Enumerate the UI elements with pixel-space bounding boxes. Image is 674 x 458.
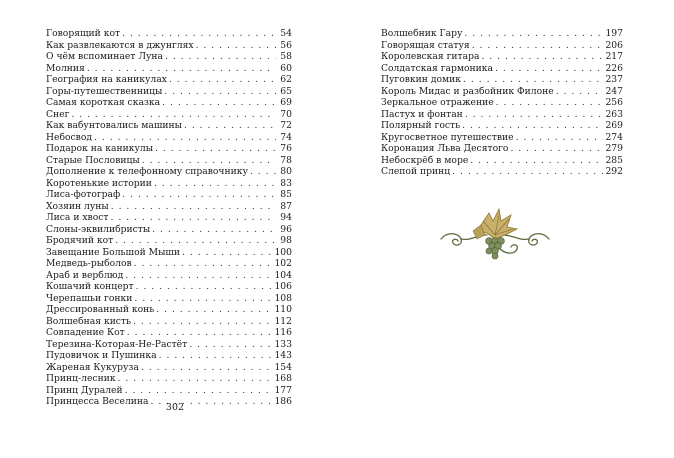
toc-entry-title: Волшебник Гару xyxy=(381,28,463,39)
toc-entry-title: Кошачий концерт xyxy=(46,281,134,292)
toc-entry-title: Завещание Большой Мыши xyxy=(46,246,181,258)
toc-entry-title: Терезина-Которая-Не-Растёт xyxy=(46,338,188,350)
toc-entry xyxy=(381,74,623,86)
toc-entry-page: 226 xyxy=(605,62,623,74)
toc-entry-title: Король Мидас и разбойник Филоне xyxy=(381,85,554,97)
toc-entry-page: 256 xyxy=(605,97,623,108)
dot-leader xyxy=(94,132,276,144)
toc-entry-page: 87 xyxy=(280,200,292,212)
dot-leader xyxy=(142,155,276,167)
toc-entry xyxy=(46,51,292,63)
toc-entry-title: Коротенькие истории xyxy=(46,177,152,189)
toc-entry-page: 85 xyxy=(280,189,292,200)
toc-entry-page: 133 xyxy=(274,338,292,350)
dot-leader xyxy=(122,189,276,201)
toc-entry-page: 177 xyxy=(274,384,292,396)
toc-entry-title: Небосвод xyxy=(46,131,93,143)
toc-entry-title: Зеркальное отражение xyxy=(381,97,494,108)
toc-entry-title: Полярный гость xyxy=(381,120,461,131)
dot-leader xyxy=(463,74,603,86)
toc-entry-page: 80 xyxy=(280,166,292,177)
dot-leader xyxy=(155,143,276,155)
toc-entry-title: Горы-путешественницы xyxy=(46,85,163,97)
toc-entry-page: 78 xyxy=(280,154,292,166)
toc-entry-page: 292 xyxy=(605,166,623,177)
dot-leader xyxy=(465,109,604,121)
toc-entry-page: 72 xyxy=(280,120,292,131)
toc-entry xyxy=(46,74,292,86)
dot-leader xyxy=(125,270,272,282)
toc-entry xyxy=(46,373,292,385)
toc-entry xyxy=(46,235,292,247)
toc-entry-page: 110 xyxy=(274,304,292,315)
dot-leader xyxy=(134,258,273,270)
dot-leader xyxy=(71,109,276,121)
toc-entry-title: Лиса-фотограф xyxy=(46,189,121,200)
dot-leader xyxy=(189,339,272,351)
grape-cluster xyxy=(486,238,505,259)
toc-entry-title: Принц Дуралей xyxy=(46,384,123,396)
toc-entry xyxy=(46,281,292,293)
toc-entry-page: 94 xyxy=(280,212,292,223)
toc-entry-title: Араб и верблюд xyxy=(46,269,124,281)
toc-entry xyxy=(381,28,623,40)
toc-entry-page: 74 xyxy=(280,131,292,143)
toc-entry-page: 186 xyxy=(274,396,292,407)
toc-entry-title: Говорящая статуя xyxy=(381,39,470,51)
toc-entry-page: 263 xyxy=(605,108,623,120)
toc-entry xyxy=(46,63,292,75)
toc-entry-page: 108 xyxy=(274,292,292,304)
toc-entry xyxy=(381,63,623,75)
toc-entry-title: Молния xyxy=(46,62,85,74)
toc-entry xyxy=(381,51,623,63)
toc-entry xyxy=(46,155,292,167)
dot-leader xyxy=(156,304,272,316)
toc-entry-page: 83 xyxy=(280,177,292,189)
dot-leader xyxy=(182,247,272,259)
toc-entry-page: 247 xyxy=(605,85,623,97)
toc-entry-page: 62 xyxy=(280,74,292,85)
toc-entry-page: 96 xyxy=(280,223,292,235)
toc-entry-page: 104 xyxy=(274,269,292,281)
toc-entry-page: 69 xyxy=(280,97,292,108)
dot-leader xyxy=(481,51,603,63)
toc-entry-title: Как развлекаются в джунглях xyxy=(46,39,194,51)
dot-leader xyxy=(127,327,273,339)
dot-leader xyxy=(470,155,603,167)
dot-leader xyxy=(516,132,604,144)
toc-entry-title: Подарок на каникулы xyxy=(46,143,154,154)
dot-leader xyxy=(184,120,276,132)
toc-entry-title: О чём вспоминает Луна xyxy=(46,51,163,62)
toc-entry xyxy=(381,120,623,132)
dot-leader xyxy=(136,281,273,293)
dot-leader xyxy=(452,166,603,178)
toc-entry xyxy=(46,316,292,328)
toc-entry xyxy=(46,201,292,213)
toc-entry xyxy=(46,143,292,155)
toc-entry xyxy=(46,350,292,362)
toc-entry xyxy=(46,86,292,98)
toc-entry xyxy=(381,86,623,98)
toc-entry-title: Лиса и хвост xyxy=(46,212,109,223)
toc-entry-title: Кругосветное путешествие xyxy=(381,131,514,143)
toc-entry-page: 168 xyxy=(274,373,292,384)
toc-entry-page: 56 xyxy=(280,39,292,51)
toc-entry-page: 197 xyxy=(605,28,623,39)
toc-entry-title: Небоскрёб в море xyxy=(381,154,469,166)
toc-entry xyxy=(46,189,292,201)
toc-entry-title: Солдатская гармоника xyxy=(381,62,494,74)
toc-entry-title: Принцесса Веселина xyxy=(46,396,149,407)
toc-entry-page: 54 xyxy=(280,28,292,39)
toc-entry-title: Пудовичок и Пушинка xyxy=(46,350,157,361)
dot-leader xyxy=(152,224,276,236)
toc-entry-page: 70 xyxy=(280,108,292,120)
toc-entry-page: 58 xyxy=(280,51,292,62)
toc-entry xyxy=(46,224,292,236)
toc-entry-page: 285 xyxy=(605,154,623,166)
toc-entry xyxy=(46,132,292,144)
dot-leader xyxy=(87,63,276,75)
dot-leader xyxy=(118,373,273,385)
right-vine xyxy=(503,235,529,239)
dot-leader xyxy=(196,40,276,52)
toc-entry xyxy=(46,109,292,121)
dot-leader xyxy=(464,28,603,40)
toc-entry-title: Пастух и фонтан xyxy=(381,108,463,120)
toc-entry-page: 237 xyxy=(605,74,623,85)
toc-entry xyxy=(46,120,292,132)
dot-leader xyxy=(250,166,276,178)
toc-left-column xyxy=(46,28,292,408)
toc-entry-title: Пуговкин домик xyxy=(381,74,462,85)
toc-entry-page: 116 xyxy=(274,327,292,338)
toc-entry-title: Совпадение Кот xyxy=(46,327,125,338)
toc-entry-title: Коронация Льва Десятого xyxy=(381,143,509,154)
toc-entry xyxy=(46,327,292,339)
toc-entry xyxy=(381,97,623,109)
toc-entry xyxy=(46,28,292,40)
toc-entry-title: Как вабунтовались машины xyxy=(46,120,182,131)
toc-entry xyxy=(46,270,292,282)
toc-entry-title: Принц-лесник xyxy=(46,373,116,384)
toc-entry xyxy=(46,166,292,178)
toc-entry xyxy=(46,97,292,109)
toc-entry-page: 269 xyxy=(605,120,623,131)
toc-entry xyxy=(46,339,292,351)
toc-entry-page: 279 xyxy=(605,143,623,154)
dot-leader xyxy=(133,316,272,328)
toc-entry-title: Черепашьи гонки xyxy=(46,292,133,304)
toc-entry-page: 217 xyxy=(605,51,623,62)
toc-entry xyxy=(381,143,623,155)
toc-entry-title: Снег xyxy=(46,108,70,120)
toc-entry-title: Дрессированный конь xyxy=(46,304,155,315)
dot-leader xyxy=(495,63,603,75)
toc-entry xyxy=(46,304,292,316)
page-number: 302 xyxy=(165,402,185,413)
dot-leader xyxy=(134,293,272,305)
toc-entry xyxy=(46,258,292,270)
toc-entry-page: 100 xyxy=(274,246,292,258)
toc-entry xyxy=(46,293,292,305)
toc-entry-page: 60 xyxy=(280,62,292,74)
toc-entry xyxy=(381,40,623,52)
dot-leader xyxy=(159,350,273,362)
toc-entry xyxy=(381,109,623,121)
toc-entry-page: 154 xyxy=(274,361,292,373)
toc-entry-title: Старые Пословицы xyxy=(46,154,140,166)
dot-leader xyxy=(115,235,276,247)
toc-entry-page: 106 xyxy=(274,281,292,292)
dot-leader xyxy=(111,201,276,213)
dot-leader xyxy=(122,28,276,40)
toc-entry-title: География на каникулах xyxy=(46,74,167,85)
toc-entry-title: Слепой принц xyxy=(381,166,451,177)
toc-entry-title: Волшебная кисть xyxy=(46,315,132,327)
dot-leader xyxy=(472,40,604,52)
toc-entry-title: Жареная Кукуруза xyxy=(46,361,139,373)
toc-entry-page: 274 xyxy=(605,131,623,143)
toc-entry-title: Королевская гитара xyxy=(381,51,480,62)
toc-entry-page: 65 xyxy=(280,85,292,97)
toc-entry-title: Самая короткая сказка xyxy=(46,97,161,108)
dot-leader xyxy=(462,120,603,132)
toc-entry xyxy=(46,178,292,190)
dot-leader xyxy=(164,86,276,98)
toc-entry-page: 206 xyxy=(605,39,623,51)
dot-leader xyxy=(510,143,603,155)
toc-entry-page: 112 xyxy=(274,315,292,327)
toc-entry xyxy=(46,212,292,224)
dot-leader xyxy=(154,178,276,190)
toc-entry xyxy=(381,166,623,178)
dot-leader xyxy=(125,385,273,397)
toc-entry-title: Хозяин луны xyxy=(46,200,109,212)
toc-entry-page: 102 xyxy=(274,258,292,269)
toc-entry-title: Говорящий кот xyxy=(46,28,121,39)
dot-leader xyxy=(496,97,604,109)
toc-entry-page: 143 xyxy=(274,350,292,361)
grape-vine-ornament-icon xyxy=(437,205,553,263)
toc-right-column xyxy=(381,28,623,178)
dot-leader xyxy=(141,362,273,374)
toc-entry xyxy=(46,362,292,374)
toc-entry xyxy=(46,40,292,52)
toc-entry-title: Дополнение к телефонному справочнику xyxy=(46,166,248,177)
dot-leader xyxy=(556,86,604,98)
dot-leader xyxy=(169,74,276,86)
dot-leader xyxy=(162,97,276,109)
toc-entry xyxy=(46,385,292,397)
toc-entry xyxy=(381,155,623,167)
dot-leader xyxy=(111,212,277,224)
right-tendril xyxy=(529,234,549,245)
left-tendril xyxy=(441,234,461,245)
toc-entry xyxy=(381,132,623,144)
dot-leader xyxy=(165,51,276,63)
toc-entry-title: Слоны-эквилибристы xyxy=(46,223,151,235)
toc-entry-page: 76 xyxy=(280,143,292,154)
toc-entry-title: Бродячий кот xyxy=(46,235,114,246)
toc-entry-page: 98 xyxy=(280,235,292,246)
toc-entry xyxy=(46,247,292,259)
toc-entry-title: Медведь-рыболов xyxy=(46,258,132,269)
